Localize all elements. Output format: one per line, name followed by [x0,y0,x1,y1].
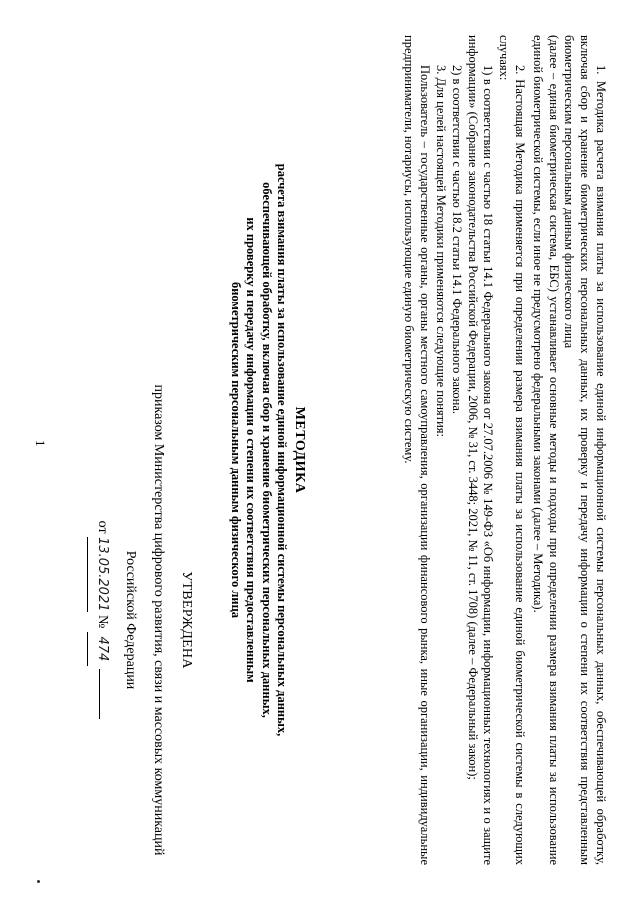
handwritten-order-number: 474 [87,632,116,666]
scan-speck [37,880,40,883]
paragraph-1: 1. Методика расчета взимания платы за использование единой информационной системы персональных данных, обеспечивающей обработку, включая сбор и хранение биометрических персональных данных, их проверку и передачу информации о степени их соответствия представленным биометрическим персональным данным физического лица [562,35,608,865]
paragraph-2: 2. Настоящая Методика применяется при определении размера взимания платы за использование единой биометрической системы в следующих случаях: [497,35,528,865]
document-body [358,35,608,865]
approval-order-line: приказом Министерства цифрового развития, связи и массовых коммуникаций [151,384,166,856]
approval-country-line: Российской Федерации [123,550,138,690]
paragraph-1-continued: (далее – единая биометрическая система, ЕБС) устанавливает основные методы и подходы при определении размера взимания платы за использование единой биометрической системы, если иное не предусмотрено федеральными законами (далее – Методика). [530,35,561,865]
number-sign: № [95,615,110,629]
heading-line: обеспечивающей обработку, включая сбор и хранение биометрических персональных данных, [260,182,274,718]
heading-line: расчета взимания платы за использование единой информационной системы персональных данных, [275,163,290,737]
page-number: 1 [33,440,48,447]
approval-date-line [87,521,116,720]
paragraph-3: 3. Для целей настоящей Методики применяются следующие понятия: [434,65,449,438]
signature-underline [99,669,100,719]
approval-block [87,330,200,910]
document-heading [228,70,308,830]
heading-line: их проверку и передачу информации о степени их соответствия предоставленным [244,217,259,683]
paragraph-2-item-2: 2) в соответствии с частью 18.2 статьи 14.1 Федерального закона. [449,65,464,415]
date-prefix: от [95,520,110,534]
heading-title: МЕТОДИКА [292,406,307,494]
paragraph-2-item-1: 1) в соответствии с частью 18 статьи 14.1 Федерального закона от 27.07.2006 № 149-ФЗ «Об информации, информационных технологиях и о защите информации» (Собрание законодательства Российской Федерации, 2006, № 31, ст. 3448; 2021, № 11, ст. 1708) (далее – Федеральный закон); [465,35,496,865]
handwritten-date: 13.05.2021 [87,537,116,611]
approval-title: УТВЕРЖДЕНА [179,571,194,669]
paragraph-3-definition: Пользователь – государственные органы, органы местного самоуправления, организации финансового рынка, иные организации, индивидуальные предприниматели, нотариусы, использующие единую биометрическую систему. [402,35,433,865]
heading-line: биометрическим персональным данным физического лица [229,281,243,619]
